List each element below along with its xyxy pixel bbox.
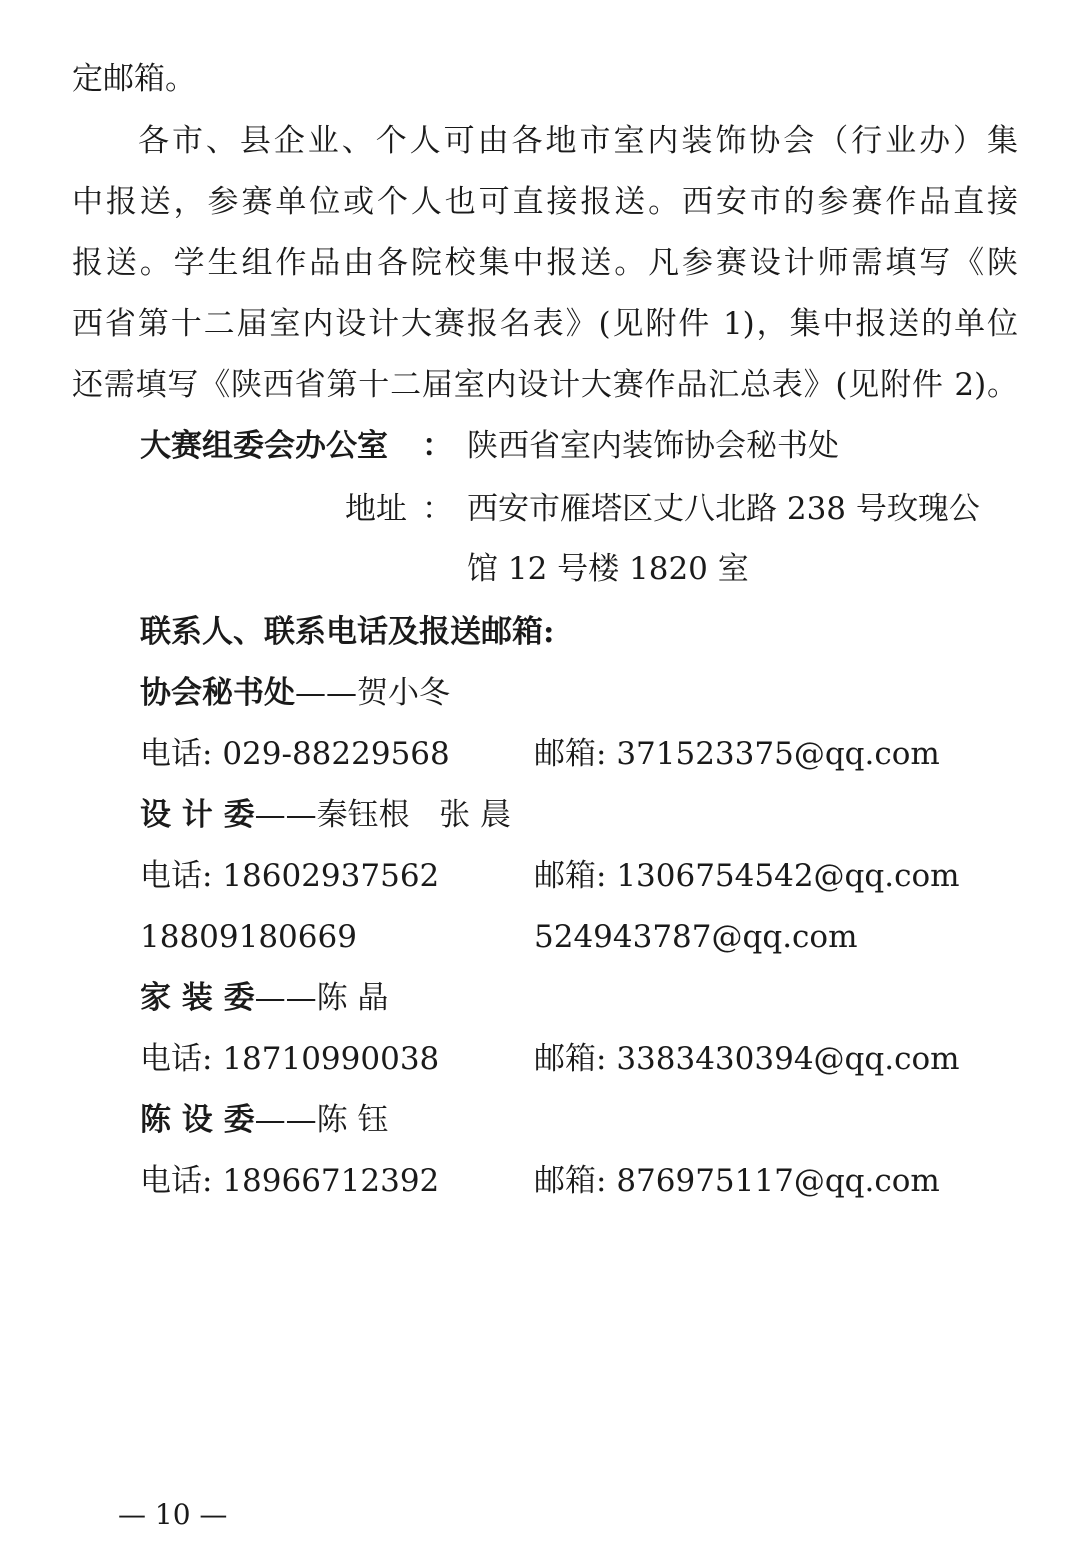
address-label: 地址 bbox=[345, 491, 407, 527]
email-address: 1306754542@qq.com bbox=[616, 858, 960, 894]
phone-number: 18602937562 bbox=[222, 858, 440, 894]
email-label: 邮箱: bbox=[534, 1163, 607, 1199]
address-separator: ： bbox=[422, 491, 453, 527]
address-line-2: 馆 12 号楼 1820 室 bbox=[467, 551, 749, 587]
contact-person: 陈 晶 bbox=[316, 980, 389, 1016]
phone-row-home-decor-committee bbox=[140, 1039, 439, 1079]
phone-number-2: 18809180669 bbox=[140, 919, 357, 955]
contact-dept: 家 装 委 bbox=[140, 980, 255, 1016]
office-separator: ： bbox=[422, 428, 453, 464]
contact-row-design-committee bbox=[140, 795, 511, 835]
paragraph-line-1: 定邮箱。 bbox=[72, 61, 196, 97]
email-row-furnishing-committee bbox=[534, 1161, 940, 1201]
phone-row-secretariat bbox=[140, 734, 450, 774]
contact-dash: —— bbox=[254, 797, 317, 833]
phone-label: 电话: bbox=[140, 736, 213, 772]
contact-person: 贺小冬 bbox=[357, 675, 450, 711]
contact-person: 陈 钰 bbox=[316, 1102, 389, 1138]
contacts-heading: 联系人、联系电话及报送邮箱: bbox=[140, 614, 555, 650]
email-label: 邮箱: bbox=[534, 736, 607, 772]
contact-dept: 设 计 委 bbox=[140, 797, 255, 833]
paragraph-line-6: 还需填写《陕西省第十二届室内设计大赛作品汇总表》(见附件 2)。 bbox=[72, 367, 1018, 403]
email-address-2: 524943787@qq.com bbox=[534, 919, 858, 955]
email-row-design-committee bbox=[534, 856, 960, 896]
email-label: 邮箱: bbox=[534, 1041, 607, 1077]
email-address: 371523375@qq.com bbox=[616, 736, 940, 772]
contact-row-secretariat bbox=[140, 673, 450, 713]
contact-person: 秦钰根 张 晨 bbox=[316, 797, 512, 833]
email-row-home-decor-committee bbox=[534, 1039, 960, 1079]
phone-label: 电话: bbox=[140, 1041, 213, 1077]
contact-dash: —— bbox=[254, 1102, 317, 1138]
contact-dept: 陈 设 委 bbox=[140, 1102, 255, 1138]
phone-number: 029-88229568 bbox=[222, 736, 450, 772]
office-value: 陕西省室内装饰协会秘书处 bbox=[467, 428, 839, 464]
phone-label: 电话: bbox=[140, 858, 213, 894]
page-number: — 10 — bbox=[118, 1498, 228, 1531]
email-address: 3383430394@qq.com bbox=[616, 1041, 960, 1077]
phone-row-design-committee bbox=[140, 856, 439, 896]
email-label: 邮箱: bbox=[534, 858, 607, 894]
address-line-1: 西安市雁塔区丈八北路 238 号玫瑰公 bbox=[467, 491, 980, 527]
contact-dept: 协会秘书处 bbox=[140, 675, 295, 711]
email-row-secretariat bbox=[534, 734, 940, 774]
contact-dash: —— bbox=[254, 980, 317, 1016]
paragraph-line-3: 中报送，参赛单位或个人也可直接报送。西安市的参赛作品直接 bbox=[72, 184, 1018, 220]
contact-row-home-decor-committee bbox=[140, 978, 388, 1018]
phone-number: 18966712392 bbox=[222, 1163, 440, 1199]
phone-number: 18710990038 bbox=[222, 1041, 440, 1077]
phone-row-furnishing-committee bbox=[140, 1161, 439, 1201]
office-label: 大赛组委会办公室 bbox=[140, 428, 388, 464]
paragraph-line-4: 报送。学生组作品由各院校集中报送。凡参赛设计师需填写《陕 bbox=[72, 245, 1018, 281]
paragraph-line-2: 各市、县企业、个人可由各地市室内装饰协会（行业办）集 bbox=[138, 123, 1018, 159]
phone-label: 电话: bbox=[140, 1163, 213, 1199]
contact-row-furnishing-committee bbox=[140, 1100, 388, 1140]
paragraph-line-5: 西省第十二届室内设计大赛报名表》(见附件 1)，集中报送的单位 bbox=[72, 306, 1018, 342]
email-address: 876975117@qq.com bbox=[616, 1163, 940, 1199]
contact-dash: —— bbox=[295, 675, 357, 711]
